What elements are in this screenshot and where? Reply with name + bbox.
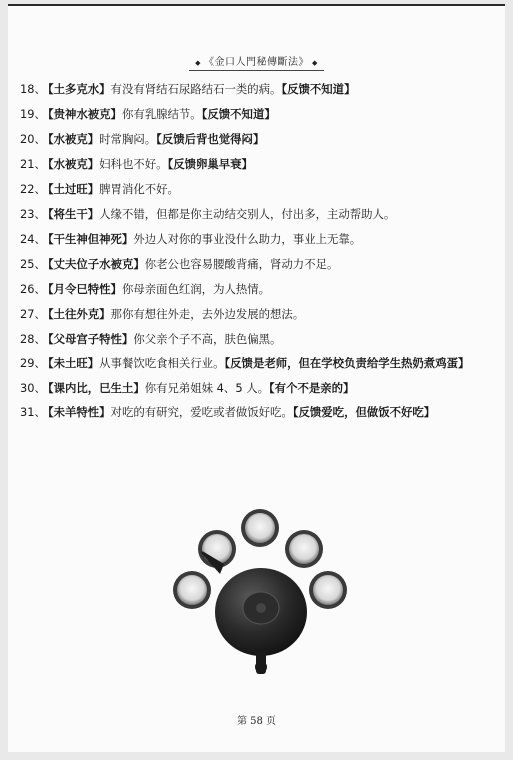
entry-tag: 【贵神水被克】 — [47, 107, 122, 121]
entry-number: 28、 — [20, 332, 46, 346]
entry-tag: 【父母宫子特性】 — [47, 332, 134, 346]
entry-number: 27、 — [20, 307, 46, 321]
entry-24 — [20, 228, 488, 250]
entry-number: 26、 — [20, 282, 46, 296]
entry-tag: 【课内比，巳生土】 — [47, 381, 145, 395]
entry-text: 你有兄弟姐妹 4、5 人。 — [144, 381, 269, 395]
entry-number: 31、 — [20, 405, 46, 419]
entry-number: 25、 — [20, 257, 46, 271]
entry-20 — [20, 128, 488, 150]
entry-feedback: 【反馈卵巢早衰】 — [167, 157, 253, 171]
teaset-illustration — [164, 504, 354, 684]
entry-tag: 【土过旺】 — [47, 182, 100, 196]
entry-text: 你有乳腺结节。 — [121, 107, 202, 121]
entry-19 — [20, 103, 488, 125]
entry-text: 人缘不错，但都是你主动结交别人，付出多，主动帮助人。 — [99, 207, 396, 221]
document-page — [8, 4, 505, 752]
entry-tag: 【丈夫位子水被克】 — [47, 257, 145, 271]
entry-text: 你父亲个子不高，肤色偏黑。 — [133, 332, 282, 346]
entry-number: 20、 — [20, 132, 46, 146]
entry-18 — [20, 78, 488, 100]
entry-feedback: 【反馈后背也觉得闷】 — [156, 132, 265, 146]
entry-number: 29、 — [20, 356, 46, 370]
entry-feedback: 【反馈爱吃，但做饭不好吃】 — [292, 405, 436, 419]
entry-text: 那你有想往外走，去外边发展的想法。 — [110, 307, 305, 321]
entry-31 — [20, 402, 488, 423]
entry-text: 有没有肾结石尿路结石一类的病。 — [110, 82, 282, 96]
entry-number: 21、 — [20, 157, 46, 171]
entry-feedback: 【反馈不知道】 — [281, 82, 356, 96]
entry-21 — [20, 153, 488, 175]
entry-29 — [20, 353, 488, 374]
entry-feedback: 【有个不是亲的】 — [268, 381, 355, 395]
tea-cup-icon — [241, 509, 279, 547]
entry-22 — [20, 178, 488, 200]
entry-25 — [20, 253, 488, 275]
entry-text: 外边人对你的事业没什么助力，事业上无靠。 — [133, 232, 362, 246]
entry-number: 18、 — [20, 82, 46, 96]
entry-number: 19、 — [20, 107, 46, 121]
entry-tag: 【月令巳特性】 — [47, 282, 122, 296]
entry-text: 脾胃消化不好。 — [99, 182, 179, 196]
entry-26 — [20, 278, 488, 300]
entry-number: 22、 — [20, 182, 46, 196]
entry-number: 30、 — [20, 381, 46, 395]
entry-text: 妇科也不好。 — [99, 157, 168, 171]
entry-tag: 【未羊特性】 — [47, 405, 111, 419]
entry-list — [20, 78, 488, 426]
page-number: 第 58 页 — [236, 716, 277, 727]
entry-feedback: 【反馈不知道】 — [201, 107, 276, 121]
entry-number: 23、 — [20, 207, 46, 221]
entry-text: 对吃的有研究，爱吃或者做饭好吃。 — [110, 405, 293, 419]
entry-tag: 【干生神但神死】 — [47, 232, 134, 246]
running-header — [8, 50, 505, 71]
entry-tag: 【水被克】 — [47, 157, 100, 171]
entry-28 — [20, 328, 488, 350]
entry-27 — [20, 303, 488, 325]
tea-cup-icon — [285, 530, 323, 568]
entry-text: 时常胸闷。 — [99, 132, 157, 146]
entry-feedback: 【反馈是老师，但在学校负责给学生热奶煮鸡蛋】 — [224, 356, 470, 370]
entry-tag: 【将生干】 — [47, 207, 100, 221]
entry-number: 24、 — [20, 232, 46, 246]
entry-tag: 【土往外克】 — [47, 307, 111, 321]
entry-30 — [20, 377, 488, 399]
entry-tag: 【未土旺】 — [47, 356, 100, 370]
entry-tag: 【水被克】 — [47, 132, 100, 146]
tea-cup-icon — [309, 571, 347, 609]
entry-text: 你母亲面色红润，为人热情。 — [121, 282, 271, 296]
tea-cup-icon — [173, 571, 211, 609]
entry-tag: 【土多克水】 — [47, 82, 111, 96]
entry-23 — [20, 203, 488, 225]
entry-text: 从事餐饮吃食相关行业。 — [99, 356, 225, 370]
book-title: ◆ 《金口人門秘傳斷法》 ◆ — [189, 53, 324, 71]
entry-text: 你老公也容易腰酸背痛，肾动力不足。 — [144, 257, 339, 271]
teapot-icon — [201, 551, 307, 674]
